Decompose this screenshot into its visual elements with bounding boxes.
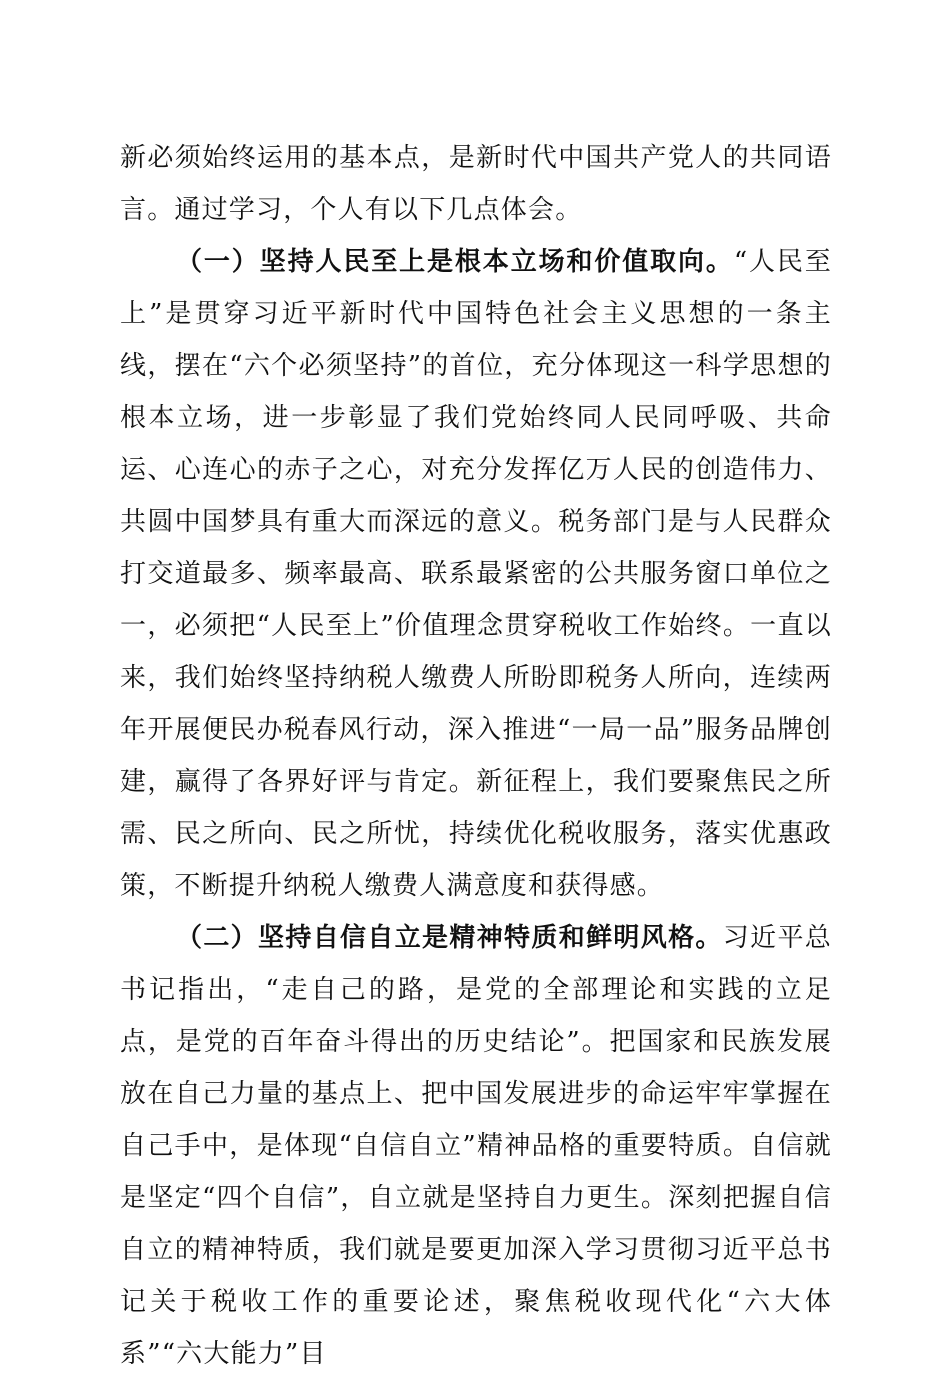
- paragraph-intro: [120, 132, 832, 236]
- section-2-heading: （二）坚持自信自立是精神特质和鲜明风格。: [176, 923, 723, 953]
- paragraph-intro-text: 新必须始终运用的基本点，是新时代中国共产党人的共同语言。通过学习，个人有以下几点体会。: [120, 143, 832, 225]
- document-body: [120, 132, 832, 1380]
- paragraph-section-2: [120, 912, 832, 1380]
- paragraph-section-1: [120, 236, 832, 912]
- section-1-body: “人民至上”是贯穿习近平新时代中国特色社会主义思想的一条主线，摆在“六个必须坚持”的首位，充分体现这一科学思想的根本立场，进一步彰显了我们党始终同人民同呼吸、共命运、心连心的赤子之心，对充分发挥亿万人民的创造伟力、共圆中国梦具有重大而深远的意义。税务部门是与人民群众打交道最多、频率最高、联系最紧密的公共服务窗口单位之一，必须把“人民至上”价值理念贯穿税收工作始终。一直以来，我们始终坚持纳税人缴费人所盼即税务人所向，连续两年开展便民办税春风行动，深入推进“一局一品”服务品牌创建，赢得了各界好评与肯定。新征程上，我们要聚焦民之所需、民之所向、民之所忧，持续优化税收服务，落实优惠政策，不断提升纳税人缴费人满意度和获得感。: [120, 247, 832, 901]
- section-2-body: 习近平总书记指出，“走自己的路，是党的全部理论和实践的立足点，是党的百年奋斗得出的历史结论”。把国家和民族发展放在自己力量的基点上、把中国发展进步的命运牢牢掌握在自己手中，是体现“自信自立”精神品格的重要特质。自信就是坚定“四个自信”，自立就是坚持自力更生。深刻把握自信自立的精神特质，我们就是要更加深入学习贯彻习近平总书记关于税收工作的重要论述，聚焦税收现代化“六大体系”“六大能力”目: [120, 923, 832, 1369]
- section-1-heading: （一）坚持人民至上是根本立场和价值取向。: [176, 247, 734, 277]
